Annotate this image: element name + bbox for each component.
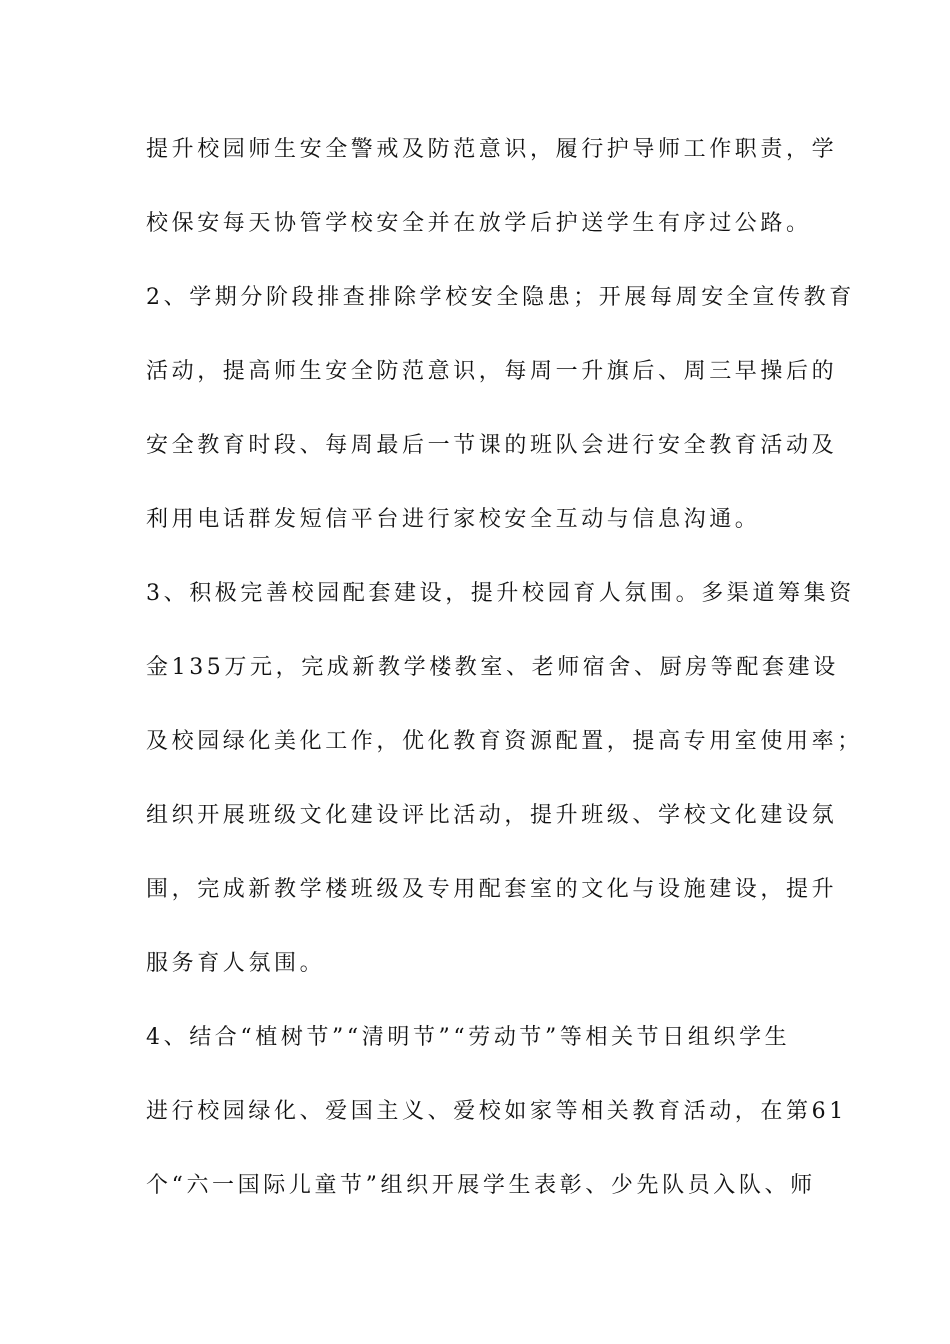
text-line-10: 组织开展班级文化建设评比活动，提升班级、学校文化建设氛 [146,803,838,828]
text-line-12: 服务育人氛围。 [146,951,326,976]
text-line-15: 个“六一国际儿童节”组织开展学生表彰、少先队员入队、师 [146,1173,816,1198]
text-line-3: 2、学期分阶段排查排除学校安全隐患；开展每周安全宣传教育 [146,285,855,310]
text-line-13: 4、结合“植树节”“清明节”“劳动节”等相关节日组织学生 [146,1025,791,1050]
text-line-6: 利用电话群发短信平台进行家校安全互动与信息沟通。 [146,507,761,532]
document-body [146,128,863,1238]
text-line-5: 安全教育时段、每周最后一节课的班队会进行安全教育活动及 [146,433,838,458]
text-line-2: 校保安每天协管学校安全并在放学后护送学生有序过公路。 [146,211,812,236]
text-line-1: 提升校园师生安全警戒及防范意识，履行护导师工作职责，学 [146,137,838,162]
text-line-11: 围，完成新教学楼班级及专用配套室的文化与设施建设，提升 [146,877,838,902]
text-line-7: 3、积极完善校园配套建设，提升校园育人氛围。多渠道筹集资 [146,581,855,606]
text-line-9: 及校园绿化美化工作，优化教育资源配置，提高专用室使用率； [146,729,863,754]
text-line-14: 进行校园绿化、爱国主义、爱校如家等相关教育活动，在第61 [146,1099,847,1124]
text-line-8: 金135万元，完成新教学楼教室、老师宿舍、厨房等配套建设 [146,655,839,680]
text-line-4: 活动，提高师生安全防范意识，每周一升旗后、周三早操后的 [146,359,838,384]
